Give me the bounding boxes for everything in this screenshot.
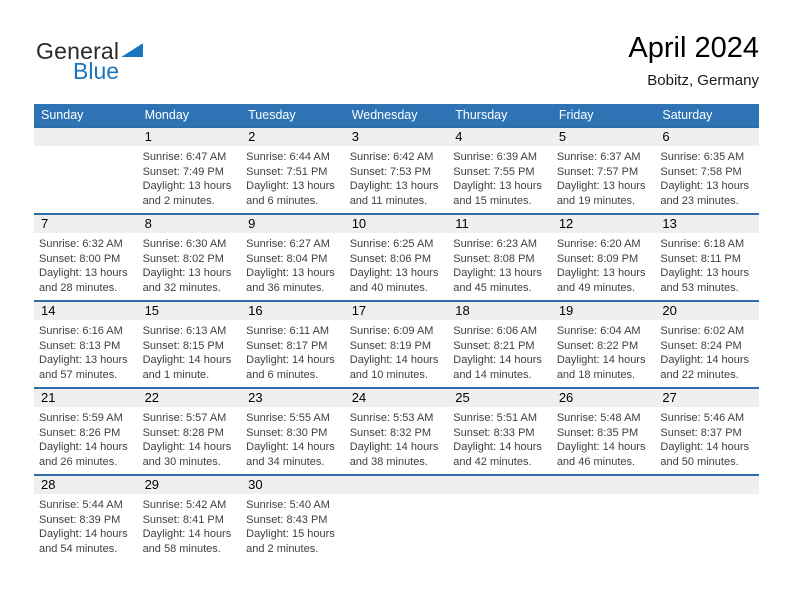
weekday-friday: Friday (552, 104, 656, 127)
sunrise-text: Sunrise: 6:25 AM (349, 238, 434, 250)
weekday-monday: Monday (138, 104, 242, 127)
calendar-table (34, 104, 759, 561)
daylight-text-line1: Daylight: 14 hours (142, 528, 232, 540)
day-details (138, 233, 242, 295)
weekday-wednesday: Wednesday (345, 104, 449, 127)
day-number: 19 (552, 302, 656, 320)
calendar-cell-empty (655, 475, 759, 561)
daylight-text-line1: Daylight: 13 hours (556, 267, 646, 279)
sunrise-text: Sunrise: 6:44 AM (246, 151, 330, 163)
daylight-text-line1: Daylight: 13 hours (349, 267, 439, 279)
daylight-text-line2: and 26 minutes. (39, 455, 118, 468)
sunset-text: Sunset: 7:49 PM (142, 165, 224, 178)
day-number: 14 (34, 302, 138, 320)
day-number: 24 (345, 389, 449, 407)
day-number: 1 (138, 128, 242, 146)
sunrise-text: Sunrise: 6:04 AM (556, 325, 641, 337)
daylight-text-line1: Daylight: 13 hours (453, 180, 542, 192)
daylight-text-line1: Daylight: 14 hours (660, 354, 750, 366)
sunrise-text: Sunrise: 6:42 AM (349, 151, 434, 163)
weekday-header-row (34, 104, 759, 127)
logo-text-general: General (36, 38, 120, 64)
day-details (655, 407, 759, 469)
title-block (628, 30, 759, 89)
calendar-cell (655, 127, 759, 214)
daylight-text-line2: and 57 minutes. (39, 368, 118, 381)
week-row (34, 301, 759, 388)
day-details (448, 407, 552, 469)
daylight-text-line2: and 19 minutes. (556, 194, 636, 207)
daylight-text-line1: Daylight: 13 hours (246, 267, 335, 279)
daylight-text-line1: Daylight: 14 hours (142, 354, 232, 366)
sunset-text: Sunset: 7:51 PM (246, 165, 328, 178)
calendar-cell (552, 214, 656, 301)
weekday-sunday: Sunday (34, 104, 138, 127)
sunset-text: Sunset: 8:26 PM (39, 426, 121, 439)
daylight-text-line2: and 45 minutes. (453, 281, 532, 294)
sunrise-text: Sunrise: 6:20 AM (556, 238, 641, 250)
day-number: 8 (138, 215, 242, 233)
daylight-text-line1: Daylight: 13 hours (349, 180, 439, 192)
daylight-text-line2: and 14 minutes. (453, 368, 532, 381)
day-number: 11 (448, 215, 552, 233)
calendar-cell (34, 475, 138, 561)
daylight-text-line2: and 54 minutes. (39, 542, 118, 555)
daylight-text-line2: and 11 minutes. (349, 194, 428, 207)
day-number: 18 (448, 302, 552, 320)
calendar-cell (138, 127, 242, 214)
daylight-text-line2: and 49 minutes. (556, 281, 636, 294)
calendar-cell (138, 214, 242, 301)
sunset-text: Sunset: 8:43 PM (246, 513, 328, 526)
day-details (138, 407, 242, 469)
day-number: 12 (552, 215, 656, 233)
daylight-text-line1: Daylight: 13 hours (556, 180, 646, 192)
daylight-text-line1: Daylight: 13 hours (39, 354, 128, 366)
sunrise-text: Sunrise: 5:42 AM (142, 499, 227, 511)
week-row (34, 127, 759, 214)
sunrise-text: Sunrise: 6:32 AM (39, 238, 123, 250)
day-details (241, 146, 345, 208)
day-details (655, 146, 759, 208)
sunset-text: Sunset: 8:04 PM (246, 252, 328, 265)
calendar-cell-empty (34, 127, 138, 214)
sunrise-text: Sunrise: 6:35 AM (660, 151, 745, 163)
sunset-text: Sunset: 8:35 PM (556, 426, 639, 439)
day-number: 22 (138, 389, 242, 407)
day-details (34, 407, 138, 469)
sunset-text: Sunset: 8:19 PM (349, 339, 432, 352)
daylight-text-line2: and 15 minutes. (453, 194, 532, 207)
calendar-cell (552, 301, 656, 388)
calendar-cell (448, 301, 552, 388)
day-number: 27 (655, 389, 759, 407)
day-details (34, 494, 138, 556)
sunset-text: Sunset: 8:17 PM (246, 339, 328, 352)
daylight-text-line2: and 23 minutes. (660, 194, 739, 207)
sunrise-text: Sunrise: 6:30 AM (142, 238, 227, 250)
daylight-text-line2: and 58 minutes. (142, 542, 221, 555)
sunrise-text: Sunrise: 5:59 AM (39, 412, 123, 424)
daylight-text-line1: Daylight: 13 hours (453, 267, 542, 279)
sunrise-text: Sunrise: 6:13 AM (142, 325, 227, 337)
sunset-text: Sunset: 8:22 PM (556, 339, 639, 352)
daylight-text-line2: and 50 minutes. (660, 455, 739, 468)
day-details (655, 320, 759, 382)
sunset-text: Sunset: 7:53 PM (349, 165, 432, 178)
day-details (241, 233, 345, 295)
daylight-text-line2: and 46 minutes. (556, 455, 636, 468)
daylight-text-line1: Daylight: 13 hours (246, 180, 335, 192)
calendar-cell (655, 388, 759, 475)
daylight-text-line1: Daylight: 13 hours (660, 180, 750, 192)
sunset-text: Sunset: 8:24 PM (660, 339, 742, 352)
day-details (552, 407, 656, 469)
sunset-text: Sunset: 7:58 PM (660, 165, 742, 178)
daylight-text-line1: Daylight: 14 hours (39, 441, 128, 453)
day-details (34, 233, 138, 295)
day-number: 16 (241, 302, 345, 320)
daylight-text-line1: Daylight: 13 hours (660, 267, 750, 279)
day-details (241, 320, 345, 382)
calendar-cell (34, 301, 138, 388)
location-subtitle: Bobitz, Germany (647, 72, 759, 90)
sunrise-text: Sunrise: 6:23 AM (453, 238, 538, 250)
daylight-text-line2: and 2 minutes. (142, 194, 215, 207)
week-row (34, 475, 759, 561)
sunrise-text: Sunrise: 6:47 AM (142, 151, 227, 163)
day-number: 4 (448, 128, 552, 146)
calendar-cell (345, 214, 449, 301)
day-number: 9 (241, 215, 345, 233)
daylight-text-line2: and 30 minutes. (142, 455, 221, 468)
sunset-text: Sunset: 7:57 PM (556, 165, 639, 178)
day-details (345, 407, 449, 469)
day-number (345, 476, 449, 494)
day-details (552, 320, 656, 382)
calendar-cell (655, 214, 759, 301)
sunset-text: Sunset: 8:28 PM (142, 426, 224, 439)
calendar-cell (345, 388, 449, 475)
sunrise-text: Sunrise: 5:53 AM (349, 412, 434, 424)
day-number: 25 (448, 389, 552, 407)
day-number: 6 (655, 128, 759, 146)
day-details (138, 320, 242, 382)
day-details (345, 320, 449, 382)
sunset-text: Sunset: 8:06 PM (349, 252, 432, 265)
sunrise-text: Sunrise: 6:11 AM (246, 325, 330, 337)
calendar-cell (34, 388, 138, 475)
daylight-text-line1: Daylight: 14 hours (142, 441, 232, 453)
logo (36, 40, 143, 83)
weekday-saturday: Saturday (655, 104, 759, 127)
sunset-text: Sunset: 8:13 PM (39, 339, 121, 352)
day-details (138, 494, 242, 556)
logo-text-blue: Blue (73, 58, 120, 84)
day-number (552, 476, 656, 494)
day-number (448, 476, 552, 494)
sunrise-text: Sunrise: 6:09 AM (349, 325, 434, 337)
daylight-text-line2: and 6 minutes. (246, 368, 319, 381)
calendar-cell (241, 475, 345, 561)
day-number: 26 (552, 389, 656, 407)
sunset-text: Sunset: 8:33 PM (453, 426, 535, 439)
weekday-tuesday: Tuesday (241, 104, 345, 127)
daylight-text-line1: Daylight: 14 hours (556, 354, 646, 366)
sunset-text: Sunset: 8:00 PM (39, 252, 121, 265)
sunrise-text: Sunrise: 5:44 AM (39, 499, 123, 511)
sunrise-text: Sunrise: 6:02 AM (660, 325, 745, 337)
calendar-cell (34, 214, 138, 301)
day-number: 29 (138, 476, 242, 494)
calendar-cell (241, 301, 345, 388)
daylight-text-line2: and 32 minutes. (142, 281, 221, 294)
sunrise-text: Sunrise: 6:06 AM (453, 325, 538, 337)
sunset-text: Sunset: 8:37 PM (660, 426, 742, 439)
sunset-text: Sunset: 8:32 PM (349, 426, 432, 439)
day-details (34, 320, 138, 382)
day-number: 3 (345, 128, 449, 146)
daylight-text-line1: Daylight: 14 hours (246, 354, 335, 366)
day-number: 23 (241, 389, 345, 407)
daylight-text-line2: and 38 minutes. (349, 455, 428, 468)
calendar-cell (552, 127, 656, 214)
day-number: 17 (345, 302, 449, 320)
day-details (655, 233, 759, 295)
calendar-cell (655, 301, 759, 388)
daylight-text-line1: Daylight: 14 hours (349, 441, 439, 453)
day-number: 13 (655, 215, 759, 233)
calendar-cell (345, 301, 449, 388)
sunrise-text: Sunrise: 6:27 AM (246, 238, 330, 250)
calendar-cell (552, 388, 656, 475)
day-number: 2 (241, 128, 345, 146)
calendar-cell (241, 127, 345, 214)
daylight-text-line1: Daylight: 14 hours (660, 441, 750, 453)
week-row (34, 214, 759, 301)
daylight-text-line1: Daylight: 14 hours (556, 441, 646, 453)
daylight-text-line2: and 2 minutes. (246, 542, 319, 555)
day-number: 15 (138, 302, 242, 320)
daylight-text-line2: and 42 minutes. (453, 455, 532, 468)
sunrise-text: Sunrise: 6:18 AM (660, 238, 745, 250)
daylight-text-line2: and 36 minutes. (246, 281, 325, 294)
sunrise-text: Sunrise: 5:51 AM (453, 412, 538, 424)
sunrise-text: Sunrise: 6:16 AM (39, 325, 123, 337)
sunrise-text: Sunrise: 5:48 AM (556, 412, 641, 424)
logo-triangle-icon (121, 43, 143, 57)
day-number (34, 128, 138, 146)
calendar-cell (138, 388, 242, 475)
daylight-text-line1: Daylight: 14 hours (246, 441, 335, 453)
day-details (552, 146, 656, 208)
week-row (34, 388, 759, 475)
day-number: 5 (552, 128, 656, 146)
calendar-cell (241, 388, 345, 475)
calendar-cell (138, 475, 242, 561)
sunset-text: Sunset: 8:08 PM (453, 252, 535, 265)
sunset-text: Sunset: 8:39 PM (39, 513, 121, 526)
day-details (138, 146, 242, 208)
sunrise-text: Sunrise: 6:39 AM (453, 151, 538, 163)
sunset-text: Sunset: 7:55 PM (453, 165, 535, 178)
day-number: 20 (655, 302, 759, 320)
daylight-text-line1: Daylight: 13 hours (142, 180, 232, 192)
day-number: 30 (241, 476, 345, 494)
daylight-text-line1: Daylight: 13 hours (39, 267, 128, 279)
day-number (655, 476, 759, 494)
day-number: 21 (34, 389, 138, 407)
sunset-text: Sunset: 8:02 PM (142, 252, 224, 265)
daylight-text-line1: Daylight: 13 hours (142, 267, 232, 279)
daylight-text-line2: and 22 minutes. (660, 368, 739, 381)
calendar-cell-empty (448, 475, 552, 561)
day-details (448, 320, 552, 382)
daylight-text-line1: Daylight: 14 hours (39, 528, 128, 540)
sunrise-text: Sunrise: 5:46 AM (660, 412, 745, 424)
calendar-cell (448, 127, 552, 214)
daylight-text-line2: and 34 minutes. (246, 455, 325, 468)
sunset-text: Sunset: 8:21 PM (453, 339, 535, 352)
sunset-text: Sunset: 8:41 PM (142, 513, 224, 526)
daylight-text-line2: and 40 minutes. (349, 281, 428, 294)
calendar-cell-empty (552, 475, 656, 561)
day-details (448, 146, 552, 208)
daylight-text-line2: and 53 minutes. (660, 281, 739, 294)
calendar-cell (138, 301, 242, 388)
day-details (241, 494, 345, 556)
day-details (448, 233, 552, 295)
day-number: 28 (34, 476, 138, 494)
daylight-text-line1: Daylight: 14 hours (349, 354, 439, 366)
sunset-text: Sunset: 8:30 PM (246, 426, 328, 439)
sunrise-text: Sunrise: 6:37 AM (556, 151, 641, 163)
day-details (552, 233, 656, 295)
calendar-cell (448, 214, 552, 301)
calendar-cell-empty (345, 475, 449, 561)
sunrise-text: Sunrise: 5:57 AM (142, 412, 227, 424)
calendar-cell (241, 214, 345, 301)
sunset-text: Sunset: 8:09 PM (556, 252, 639, 265)
sunrise-text: Sunrise: 5:40 AM (246, 499, 330, 511)
daylight-text-line2: and 1 minute. (142, 368, 210, 381)
daylight-text-line2: and 28 minutes. (39, 281, 118, 294)
weekday-thursday: Thursday (448, 104, 552, 127)
day-number: 7 (34, 215, 138, 233)
sunset-text: Sunset: 8:15 PM (142, 339, 224, 352)
day-number: 10 (345, 215, 449, 233)
day-details (345, 233, 449, 295)
daylight-text-line2: and 6 minutes. (246, 194, 319, 207)
calendar-cell (448, 388, 552, 475)
calendar-cell (345, 127, 449, 214)
daylight-text-line1: Daylight: 15 hours (246, 528, 335, 540)
month-title: April 2024 (628, 32, 759, 64)
sunrise-text: Sunrise: 5:55 AM (246, 412, 330, 424)
daylight-text-line2: and 18 minutes. (556, 368, 636, 381)
day-details (345, 146, 449, 208)
daylight-text-line1: Daylight: 14 hours (453, 441, 542, 453)
day-details (241, 407, 345, 469)
daylight-text-line1: Daylight: 14 hours (453, 354, 542, 366)
daylight-text-line2: and 10 minutes. (349, 368, 428, 381)
sunset-text: Sunset: 8:11 PM (660, 252, 741, 265)
